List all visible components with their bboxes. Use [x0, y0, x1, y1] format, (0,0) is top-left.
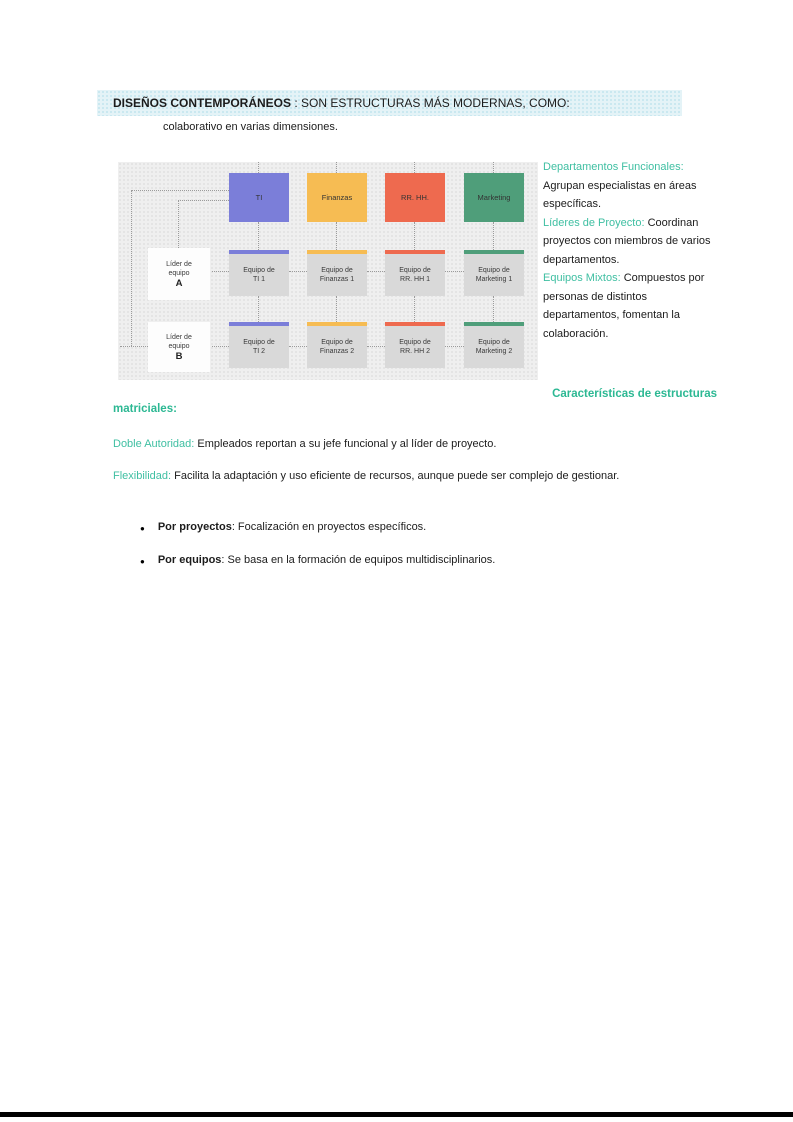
team-box-ti-1 [229, 250, 289, 296]
dotted-connector [336, 222, 337, 250]
caracteristicas-heading-line2: matriciales: [113, 403, 177, 415]
department-box-ti [229, 173, 289, 222]
team-label-line1: Equipo de [478, 339, 510, 346]
team-label-line2: Finanzas 1 [319, 276, 355, 283]
dotted-connector [336, 162, 337, 173]
dotted-connector [212, 271, 229, 272]
annotation-text: Compuestos por personas de distintos departamentos, fomentan la colaboración. [543, 272, 705, 340]
bullet-text [158, 521, 426, 536]
department-box-finanzas [307, 173, 367, 222]
bullet-icon: ● [140, 557, 145, 566]
annotation-label: Equipos Mixtos: [543, 272, 621, 284]
team-label-line2: Marketing 2 [475, 348, 513, 355]
list-item [140, 521, 680, 536]
dotted-connector [493, 296, 494, 322]
dotted-connector [445, 346, 464, 347]
leader-label-line1: Líder de [166, 261, 192, 268]
leader-label-line2: equipo [168, 270, 190, 277]
dotted-connector [289, 271, 307, 272]
department-label: Finanzas [321, 193, 353, 202]
team-label-line2: RR. HH 1 [400, 276, 430, 283]
dotted-connector [414, 162, 415, 173]
paragraph-label: Flexibilidad: [113, 470, 172, 482]
team-label-line1: Equipo de [399, 339, 431, 346]
page-bottom-divider [0, 1112, 793, 1117]
leader-letter: B [175, 351, 183, 362]
list-item [140, 554, 680, 569]
team-box-finanzas-2 [307, 322, 367, 368]
dotted-connector [445, 271, 464, 272]
bullet-text [158, 554, 496, 569]
diagram-annotations [543, 158, 719, 343]
matrix-structure-diagram [118, 162, 538, 380]
bullet-rest-text: : Focalización en proyectos específicos. [231, 521, 427, 533]
team-box-rrhh-2 [385, 322, 445, 368]
bullet-bold-text: Por equipos [157, 554, 222, 566]
team-label-line2: Marketing 1 [475, 276, 513, 283]
bullet-icon: ● [140, 524, 145, 533]
paragraph-text: Facilita la adaptación y uso eficiente de recursos, aunque puede ser complejo de gestionar. [171, 470, 620, 482]
heading-rest-text: : SON ESTRUCTURAS MÁS MODERNAS, COMO: [291, 96, 570, 110]
team-label-line1: Equipo de [321, 339, 353, 346]
team-label-line1: Equipo de [478, 267, 510, 274]
dotted-connector [212, 346, 229, 347]
dotted-connector [131, 190, 229, 191]
dotted-connector [414, 222, 415, 250]
dotted-connector [120, 346, 148, 347]
department-box-marketing [464, 173, 524, 222]
annotation-text: Coordinan proyectos con miembros de varios departamentos. [543, 216, 711, 266]
team-box-finanzas-1 [307, 250, 367, 296]
team-label-line2: RR. HH 2 [400, 348, 430, 355]
team-label-line1: Equipo de [321, 267, 353, 274]
team-label-line2: TI 1 [252, 276, 266, 283]
heading-bold-text: DISEÑOS CONTEMPORÁNEOS [113, 96, 292, 110]
dotted-connector [367, 271, 385, 272]
paragraph-label: Doble Autoridad: [113, 438, 195, 450]
highlighted-heading [97, 90, 682, 116]
team-label-line2: Finanzas 2 [319, 348, 355, 355]
team-label-line1: Equipo de [399, 267, 431, 274]
team-box-ti-2 [229, 322, 289, 368]
leader-box-a [148, 248, 210, 300]
dotted-connector [336, 296, 337, 322]
department-label: TI [255, 193, 263, 202]
annotation-text: Agrupan especialistas en áreas específicas. [543, 179, 697, 210]
dotted-connector [258, 222, 259, 250]
annotation-label: Líderes de Proyecto: [543, 216, 645, 229]
team-label-line1: Equipo de [243, 339, 275, 346]
paragraph-text: Empleados reportan a su jefe funcional y al líder de proyecto. [194, 438, 497, 450]
dotted-connector [258, 296, 259, 322]
dotted-connector [493, 162, 494, 173]
dotted-connector [414, 296, 415, 322]
caracteristicas-heading-line1: Características de estructuras [552, 388, 717, 400]
dotted-connector [367, 346, 385, 347]
bullet-bold-text: Por proyectos [157, 521, 232, 533]
heading-title [113, 96, 570, 110]
paragraph-doble-autoridad [113, 437, 717, 452]
leader-box-b [148, 322, 210, 372]
team-box-marketing-1 [464, 250, 524, 296]
team-box-rrhh-1 [385, 250, 445, 296]
dotted-connector [131, 190, 132, 346]
department-label: RR. HH. [401, 193, 429, 202]
dotted-connector [258, 162, 259, 173]
annotation-label: Departamentos Funcionales: [543, 161, 684, 173]
paragraph-flexibilidad [113, 469, 717, 484]
annotation-equipos-mixtos [543, 269, 719, 343]
dotted-connector [178, 200, 179, 248]
annotation-lideres-de-proyecto [543, 214, 719, 270]
dotted-connector [289, 346, 307, 347]
leader-label-line1: Líder de [166, 334, 192, 341]
team-label-line2: TI 2 [252, 348, 266, 355]
department-box-rrhh [385, 173, 445, 222]
bullet-rest-text: : Se basa en la formación de equipos multidisciplinarios. [221, 554, 496, 566]
dotted-connector [493, 222, 494, 250]
leader-label-line2: equipo [168, 343, 190, 350]
leader-letter: A [175, 278, 183, 289]
team-box-marketing-2 [464, 322, 524, 368]
dotted-connector [178, 200, 229, 201]
heading-subline: colaborativo en varias dimensiones. [163, 121, 338, 133]
department-label: Marketing [477, 193, 511, 202]
team-label-line1: Equipo de [243, 267, 275, 274]
annotation-departamentos-funcionales [543, 158, 719, 214]
